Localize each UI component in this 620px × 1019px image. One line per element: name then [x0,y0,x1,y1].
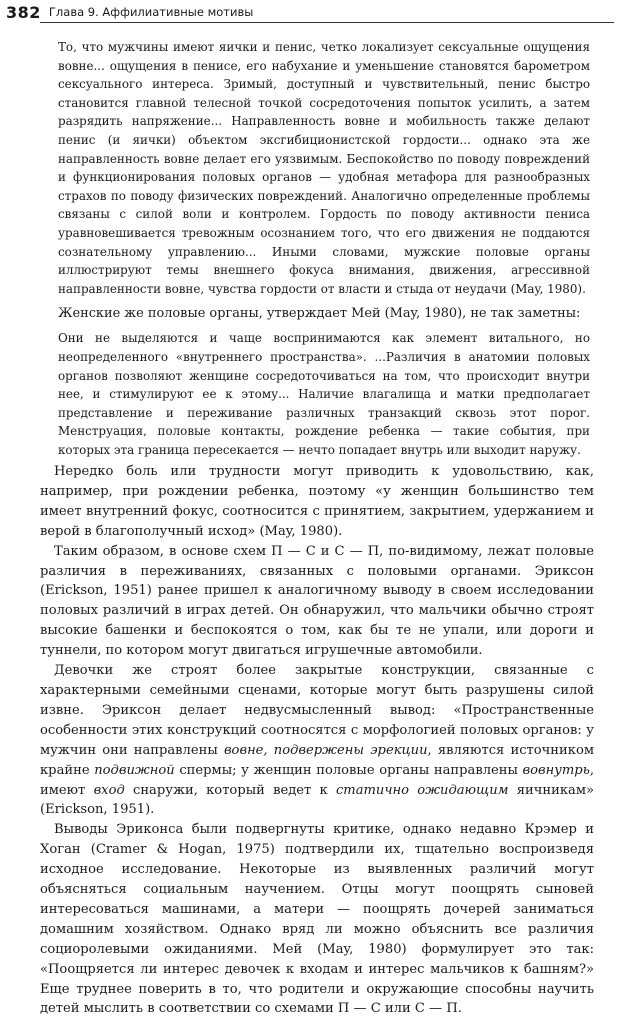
paragraph-3-italic-4: вход [93,782,125,798]
paragraph-3-italic-5: статично ожидающим [335,782,509,798]
paragraph-3-text-5: снаружи, который ведет к [124,782,336,798]
running-header [6,2,614,22]
paragraph-4: Выводы Эриконса были подвергнуты критике, однако недавно Крэмер и Хоган (Cramer & Hogan, 1975) подтвердили их, тщательно воспроизведя исходное исследование. Некоторые из выявленных различий могут объясняться социальным научением. Отцы могут поощрять сыновей интересоваться машинами, а матери — поощрять дочерей заниматься домашним хозяйством. Однако вряд ли можно объяснить все различия социоролевыми ожиданиями. Мей (May, 1980) формулирует это так: «Поощряется ли интерес девочек к входам и интерес мальчиков к башням?» Еще труднее поверить в то, что родители и окружающие способны научить детей мыслить в соответствии со схемами П — С или С — П. [40,822,594,1017]
paragraph-2: Таким образом, в основе схем П — С и С — П, по-видимому, лежат половые различия в переживаниях, связанных с половыми органами. Эриксон (Erickson, 1951) ранее пришел к аналогичному выводу в своем исследовании половых различий в играх детей. Он обнаружил, что мальчики обычно строят высокие башенки и беспокоятся о том, как бы те не упали, или дороги и туннели, по котором могут двигаться игрушечные автомобили. [40,543,594,659]
paragraph-3-text-6: яичникам» (Erickson, 1951). [40,782,595,818]
block-quote-female: Они не выделяются и чаще воспринимаются как элемент витального, но неопределенного «внутреннего пространства». ...Различия в анатомии половых органов позволяют женщине сосредоточиваться на том, что происходит внутри нее, и стимулируют ее к этому... Наличие влагалища и матки предполагает представление и переживание различных транзакций сквозь этот порог. Менструация, половые контакты, рождение ребенка — такие события, при которых эта граница пересекается — нечто попадает внутрь или выходит наружу. [58,331,590,457]
block-quote-male: То, что мужчины имеют яички и пенис, четко локализует сексуальные ощущения вовне... ощущения в пенисе, его набухание и уменьшение становятся барометром сексуального интереса. Зримый, доступный и чувствительный, пенис быстро становится главной телесной точкой сосредоточения попыток усилить, а затем разрядить напряжение... Направленность вовне и мобильность также делают пенис (и яички) объектом эксгибиционистской гордости... однако эта же направленность вовне делает его уязвимым. Беспокойство по поводу повреждений и функционирования половых органов — удобная метафора для разнообразных страхов по поводу физических повреждений. Аналогично определенные проблемы связаны с силой воли и контролем. Гордость по поводу активности пениса уравновешивается тревожным осознанием того, что его движения не поддаются сознательному управлению... Иными словами, мужские половые органы иллюстрируют темы внешнего фокуса внимания, движения, агрессивной направленности вовне, чувства гордости от власти и стыда от неудачи (May, 1980). [58,40,590,296]
lead-sentence: Женские же половые органы, утверждает Мей (May, 1980), не так заметны: [58,306,581,322]
paragraph-3-text-3: спермы; у женщин половые органы направлены [174,762,523,778]
chapter-title: Глава 9. Аффилиативные мотивы [48,5,254,19]
paragraph-3-italic-3: вовнутрь [522,762,590,778]
quoted-block [58,38,590,467]
paragraph-3-italic-2: подвижной [94,762,175,778]
paragraph-3-text-4: , имеют [40,762,594,798]
paragraph-3-text-1: Девочки же строят более закрытые конструкции, связанные с характерными семейными сценами, которые могут быть разрушены силой извне. Эриксон делает недвусмысленный вывод: «Пространственные особенности этих конструкций соотносятся с морфологией половых органов: у мужчин они направлены [40,663,594,758]
paragraph-3 [40,661,594,820]
paragraph-3-text-2: , являются источником крайне [40,742,595,778]
paragraph-1: Нередко боль или трудности могут приводить к удовольствию, как, например, при рождении ребенка, поэтому «у женщин большинство тем имеет внутренний фокус, соотносится с принятием, закрытием, удержанием и верой в благополучный исход» (May, 1980). [40,464,594,539]
page-number: 382 [6,2,41,22]
header-rule [40,22,614,23]
paragraph-3-italic-1: вовне, подвержены эрекции [223,742,428,758]
body-text [40,462,594,1019]
